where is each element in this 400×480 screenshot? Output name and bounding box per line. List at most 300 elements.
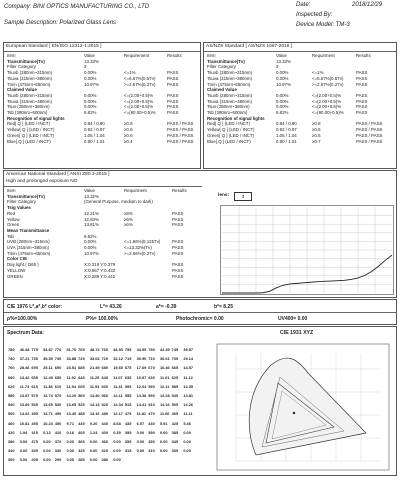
eu-col-header: Results [167, 53, 182, 58]
asnzs-cell-item: Blue[ Q ] (LED / INCT) [207, 138, 251, 144]
eu-cell-value: 0.00% [84, 92, 97, 98]
spectrum-cell: 340 [8, 448, 15, 454]
photochromic-value: Photochromic= 0.00 [176, 316, 224, 322]
asnzs-cell-req: <=(2.00+0.5)% [312, 98, 342, 104]
spectrum-cell: 28.46 [19, 365, 30, 371]
asnzs-cell-item: Tsb (380nm~500nm) [207, 110, 248, 115]
spectrum-cell: 760 [101, 347, 108, 352]
asnzs-cell-item: Green[ Q ] (LED / INCT) [207, 132, 255, 138]
spectrum-cell: 775 [31, 347, 38, 352]
spectrum-cell: 14.26 [183, 402, 194, 408]
spectrum-cell: 390 [148, 429, 155, 435]
ansi-cell-res: PASS [172, 250, 184, 256]
eu-cell-value: 0.92 / 0.97 [84, 127, 105, 133]
spectrum-cell: 745 [171, 347, 179, 352]
ansi-cell-res: PASS [172, 245, 184, 250]
spectrum-cell: 11.94 [66, 383, 76, 389]
spectrum-cell: 780 [8, 347, 15, 352]
spectrum-cell: 660 [8, 374, 15, 380]
spectrum-cell: 425 [171, 420, 179, 426]
asnzs-cell-item: Tsuvb (280nm~315nm) [207, 92, 253, 98]
asnzs-cell-item: Transmittance(Tv) [207, 58, 245, 64]
cie-values-panel [3, 299, 397, 325]
spectrum-cell: 0.00 [136, 448, 145, 454]
ansi-cell-item: Mean Transmittance [7, 227, 50, 233]
spectrum-cell: 11.12 [183, 374, 193, 380]
spectrum-cell: 44.95 [136, 347, 147, 352]
eu-cell-req: <=1% [124, 70, 136, 76]
spectrum-cell: 0.00 [19, 439, 28, 444]
eu-cell-value: 0.90 / 1.01 [84, 138, 105, 144]
spectrum-cell: 345 [171, 439, 179, 444]
eu-cell-res: PASS / PASS [167, 132, 194, 138]
polarization-value: ρ%=100.00% [7, 316, 38, 322]
spectrum-cell: 39.57 [183, 347, 194, 352]
spectrum-cell: 12.11 [159, 383, 170, 389]
ansi-cell-item: UVA (315nm~380nm) [7, 245, 50, 250]
spectrum-cell: 715 [124, 356, 132, 362]
eu-cell-req: >=2.67%(0.2Tv) [124, 81, 156, 87]
asnzs-cell-req: ≥0.8 [312, 121, 321, 127]
eu-cell-req: <=(90.00+0.5)% [124, 110, 156, 115]
spectrum-cell: 0.00 [43, 439, 51, 444]
spectrum-row [8, 375, 195, 382]
spectrum-cell: 375 [31, 439, 38, 444]
asnzs-standard-panel [203, 42, 397, 169]
eu-cell-res: PASS [167, 92, 179, 98]
ansi-cell-res: PASS [172, 267, 184, 273]
spectrum-cell: 540 [8, 402, 15, 408]
spectrum-cell: 0.00 [159, 439, 168, 444]
spectrum-cell: 11.11 [183, 411, 193, 417]
spectrum-cell: 625 [171, 374, 179, 380]
spectrum-cell: 280 [101, 457, 108, 463]
ansi-cell-req: ≥8% [124, 210, 133, 216]
spectrum-row [8, 393, 195, 400]
spectrum-cell: 14.40 [89, 393, 100, 398]
spectrum-row [8, 356, 195, 363]
asnzs-col-header: Item [207, 53, 216, 58]
asnzs-cell-item: Claimed Value [207, 87, 237, 93]
ansi-standard-panel [3, 170, 397, 298]
ansi-cell-req: ≥6% [124, 216, 133, 222]
cie1931-diagram [216, 343, 390, 471]
asnzs-cell-req: <=1% [312, 70, 324, 76]
spectrum-cell: 500 [8, 411, 15, 417]
spectrum-cell: 430 [148, 420, 155, 426]
ansi-table-row [4, 274, 204, 280]
ansi-cell-value: X:0.567 Y:0.432 [84, 267, 116, 273]
spectrum-cell: 37.21 [19, 356, 30, 362]
spectrum-cell: 640 [101, 374, 108, 380]
spectrum-cell: 0.00 [183, 448, 191, 454]
asnzs-cell-item: Red[ Q ] (LED / INCT) [207, 121, 250, 127]
spectrum-cell: 14.57 [183, 365, 194, 371]
spectrum-cell: 30.61 [159, 356, 170, 362]
eu-cell-item: Blue[ Q ] (LED / INCT) [7, 138, 51, 144]
eu-cell-value: 0.00% [84, 75, 97, 81]
asnzs-cell-value: 0.92 / 0.97 [276, 127, 297, 133]
spectrum-cell: 13.69 [19, 402, 30, 408]
spectrum-cell: 770 [54, 347, 62, 352]
asnzs-col-header: Results [356, 53, 371, 58]
ansi-cell-item: Yellow [7, 216, 20, 222]
eu-cell-item: Tsuvb (280nm~315nm) [7, 92, 53, 98]
spectrum-cell: 0.00 [183, 439, 191, 444]
spectrum-cell: 10.81 [19, 420, 30, 426]
spectrum-cell: 30.90 [136, 356, 147, 362]
spectrum-cell: 670 [148, 365, 155, 371]
ansi-cell-value: X:0.319 Y:0.379 [84, 262, 116, 268]
spectrum-cell: 12.17 [113, 411, 123, 417]
eu-cell-req: ≥0.4 [124, 138, 133, 144]
asnzs-cell-item: Recognition of signal lights [207, 115, 265, 121]
spectrum-cell: 51.70 [66, 347, 77, 352]
spectrum-cell: 600 [101, 383, 108, 389]
spectrum-cell: 16.46 [159, 365, 170, 371]
spectrum-cell: 14.38 [136, 393, 147, 398]
asnzs-cell-value: 0.90 / 1.01 [276, 138, 297, 144]
spectrum-cell: 13.42 [19, 374, 30, 380]
spectrum-cell: 380 [8, 439, 15, 444]
spectrum-row [8, 384, 195, 391]
spectrum-cell: 480 [101, 411, 108, 417]
spectrum-cell: 485 [78, 411, 85, 417]
spectrum-cell: 11.01 [159, 374, 170, 380]
eu-cell-req: <=(2.00+0.5)% [124, 104, 154, 110]
asnzs-cell-res: PASS / PASS [356, 127, 383, 133]
spectrum-cell: 595 [124, 383, 132, 389]
spectrum-cell: 46.93 [113, 347, 123, 352]
ansi-cell-item: GREEN [7, 273, 23, 279]
asnzs-cell-item: Tsuv (280nm~380nm) [207, 104, 250, 110]
spectrum-cell: 505 [171, 402, 179, 408]
asnzs-table-row [204, 139, 396, 145]
spectrum-cell: 11.74 [19, 383, 30, 389]
ansi-cell-item: Day light ( D65 ) [7, 262, 39, 268]
asnzs-cell-value: 9.82% [276, 110, 289, 115]
eu-standard-panel [3, 42, 201, 169]
eu-cell-req: <=(2.00+0.5)% [124, 92, 154, 98]
eu-cell-item: Yellow[ Q ] (LED / INCT) [7, 127, 55, 133]
spectrum-cell: 0.00 [89, 457, 98, 463]
spectrum-cell: 445 [78, 420, 85, 426]
spectrum-cell: 0.35 [113, 429, 121, 435]
ansi-cell-value: (General Purpose, medium to dark) [84, 199, 153, 205]
spectrum-cell: 0.00 [159, 429, 168, 435]
spectrum-row [8, 457, 195, 464]
spectrum-cell: 0.00 [159, 448, 168, 454]
spectrum-cell: 42.49 [159, 347, 170, 352]
spectrum-cell: 525 [78, 402, 85, 408]
spectrum-cell: 610 [54, 383, 62, 389]
cie-lab-label: CIE 1976 L*,a*,b* color: [7, 304, 63, 310]
spectrum-cell: 0.00 [113, 448, 121, 454]
spectrum-cell: 14.20 [66, 393, 77, 398]
spectrum-cell: 11.92 [66, 374, 76, 380]
spectrum-cell: 570 [54, 393, 62, 398]
eu-cell-res: PASS [167, 98, 179, 104]
spectrum-cell: 14.34 [113, 402, 123, 408]
spectrum-cell: 54.87 [43, 347, 53, 352]
spectrum-cell: 310 [148, 448, 155, 454]
spectrum-cell: 465 [171, 411, 179, 417]
spectrum-row [8, 365, 195, 372]
spectrum-cell: 335 [31, 448, 38, 454]
ansi-cell-res: PASS [172, 273, 184, 279]
asnzs-cell-req: <=6.67%(0.5Tv) [312, 75, 344, 81]
asnzs-cell-res: PASS [356, 81, 368, 87]
spectrum-cell: 585 [171, 383, 179, 389]
spectrum-cell: 14.02 [19, 411, 30, 417]
spectrum-cell: 5.46 [183, 420, 191, 426]
ansi-cell-req: <=1.66%(0.125Tv) [124, 239, 161, 245]
eu-cell-res: PASS [167, 104, 179, 110]
spectrum-cell: 300 [8, 457, 15, 463]
spectrum-cell: 13.40 [66, 411, 77, 417]
eu-cell-item: Tsuv (280nm~380nm) [7, 104, 50, 110]
ansi-cell-item: Color CIE [7, 256, 28, 262]
ansi-cell-res: PASS [172, 210, 184, 216]
spectrum-cell: 11.25 [89, 374, 100, 380]
spectrum-row [8, 430, 195, 437]
ansi-col-header: Results [172, 188, 187, 193]
spectrum-cell: 580 [8, 393, 15, 398]
spectrum-cell: 650 [54, 374, 62, 380]
spectrum-cell: 405 [78, 429, 85, 435]
spectrum-cell: 630 [148, 374, 155, 380]
spectrum-cell: 13.71 [43, 411, 53, 417]
spectrum-cell: 33.88 [66, 356, 77, 362]
company-name: Company: BINI OPTICS MANUFACTURING CO., LTD [4, 4, 150, 10]
spectrum-cell: 14.16 [159, 402, 170, 408]
asnzs-cell-req: >=2.67%(0.2Tv) [312, 81, 344, 87]
ansi-cell-value: 13.32% [84, 193, 99, 199]
spectrum-cell: 395 [124, 429, 132, 435]
spectrum-cell: 750 [148, 347, 155, 352]
eu-cell-item: Transmittance(Tv) [7, 58, 45, 64]
spectrum-cell: 665 [171, 365, 179, 371]
asnzs-cell-value: 0.00% [276, 104, 289, 110]
spectrum-cell: 460 [8, 420, 15, 426]
spectrum-cell: 17.69 [136, 365, 147, 371]
spectrum-cell: 410 [54, 429, 62, 435]
spectrum-cell: 645 [78, 374, 85, 380]
asnzs-cell-req: <=(90.00+0.5)% [312, 110, 344, 115]
ansi-cell-res: PASS [172, 222, 184, 228]
spectrum-cell: 350 [148, 439, 155, 444]
spectrum-cell: 365 [78, 439, 85, 444]
eu-title: European Standard [ EN/ISO 12312-1:2015 ] [6, 44, 102, 49]
ansi-cell-item: Tmin (475nm~650nm) [7, 250, 51, 256]
inspected-by: Inspected By: [296, 12, 333, 18]
spectrum-cell: 400 [101, 429, 108, 435]
ansi-cell-req: ≥6% [124, 222, 133, 228]
eu-table-row [4, 139, 200, 145]
spectrum-cell: 455 [31, 420, 38, 426]
spectrum-cell: 315 [124, 448, 132, 454]
spectrum-cell: 12.04 [136, 383, 147, 389]
spectrum-cell: 11.38 [43, 383, 53, 389]
asnzs-title: AS/NZS Standard [ AS/NZS 1067-2016 ] [206, 44, 293, 49]
spectrum-cell: 12.05 [183, 383, 194, 389]
lens-input[interactable]: 3 [234, 192, 252, 201]
spectrum-cell: 495 [31, 411, 38, 417]
spectrum-cell: 23.51 [66, 365, 77, 371]
spectrum-cell: 1.94 [19, 429, 28, 435]
cie-a-value: a*= -0.39 [156, 304, 177, 310]
spectrum-row [8, 421, 195, 428]
eu-cell-item: Claimed Value [7, 87, 37, 93]
spectrum-cell: 605 [78, 383, 85, 389]
asnzs-cell-item: Filter Category [207, 64, 236, 70]
spectrum-cell: 295 [31, 457, 38, 463]
spectrum-cell: 6.97 [136, 420, 145, 426]
spectrum-cell: 685 [78, 365, 85, 371]
ansi-cell-value: 9.82% [84, 233, 97, 239]
uv400-value: UV400= 0.00 [278, 316, 308, 322]
spectrum-cell: 420 [8, 429, 15, 435]
eu-cell-item: Tmin (475nm~650nm) [7, 81, 51, 87]
spectrum-cell: 290 [54, 457, 62, 463]
ansi-cell-value: 12.83% [84, 216, 99, 222]
date-value: 2018/12/29 [352, 2, 383, 8]
ansi-col-header: Value [84, 188, 95, 193]
ansi-cell-res: PASS [172, 216, 184, 222]
ps-value: P%= 100.00% [86, 316, 118, 322]
spectrum-cell: 590 [148, 383, 155, 389]
eu-cell-req: ≥0.6 [124, 132, 133, 138]
asnzs-cell-value: 0.84 / 0.90 [276, 121, 297, 127]
spectrum-row [8, 448, 195, 455]
spectrum-cell: 0.00 [136, 439, 145, 444]
cie-b-value: b*= 8.25 [214, 304, 234, 310]
spectrum-cell: 355 [124, 439, 132, 444]
spectrum-cell: 725 [78, 356, 85, 362]
spectrum-cell: 450 [54, 420, 62, 426]
spectrum-cell: 635 [124, 374, 132, 380]
spectrum-cell: 555 [124, 393, 132, 398]
eu-cell-item: Tsuva (315nm~380nm) [7, 75, 53, 81]
eu-cell-value: 1.05 / 1.04 [84, 132, 105, 138]
eu-cell-item: Red[ Q ] (LED / INCT) [7, 121, 50, 127]
spectrum-cell: 19.65 [113, 365, 123, 371]
spectrum-cell: 0.00 [43, 457, 51, 463]
cie-L-value: L*= 43.26 [100, 304, 122, 310]
asnzs-cell-res: PASS [356, 70, 368, 76]
spectrum-cell: 14.13 [89, 402, 100, 408]
spectrum-cell: 0.00 [136, 429, 145, 435]
asnzs-cell-res: PASS / PASS [356, 121, 383, 127]
ansi-cell-value: X:0.289 Y:0.442 [84, 273, 116, 279]
spectrum-row [8, 411, 195, 418]
spectrum-cell: 11.66 [159, 411, 170, 417]
ansi-cell-value: 13.81% [84, 222, 99, 228]
eu-cell-item: Tsuvb (280nm~315nm) [7, 70, 53, 76]
spectrum-cell: 470 [148, 411, 155, 417]
spectrum-cell: 11.81 [136, 411, 147, 417]
ansi-cell-value: 0.00% [84, 245, 97, 250]
asnzs-cell-value: 0.00% [276, 75, 289, 81]
eu-cell-value: 10.97% [84, 81, 99, 87]
eu-cell-value: 0.84 / 0.90 [84, 121, 105, 127]
spectrum-cell: 695 [31, 365, 38, 371]
eu-cell-item: Green[ Q ] (LED / INCT) [7, 132, 55, 138]
eu-cell-value: 13.33% [84, 58, 99, 64]
eu-cell-res: PASS [167, 110, 179, 115]
spectrum-cell: 305 [171, 448, 179, 454]
spectrum-row [8, 347, 195, 354]
spectrum-cell: 330 [54, 448, 62, 454]
spectrum-cell: 0.00 [183, 429, 191, 435]
eu-cell-item: Recognition of signal lights [7, 115, 65, 121]
ansi-cell-res: PASS [172, 239, 184, 245]
spectrum-cell: 25.11 [43, 365, 53, 371]
spectrum-cell: 510 [148, 402, 155, 408]
spectrum-row [8, 439, 195, 446]
spectrum-cell: 385 [171, 429, 179, 435]
spectrum-cell: 690 [54, 365, 62, 371]
spectrum-cell: 8.68 [113, 420, 121, 426]
spectrum-cell: 0.00 [66, 448, 75, 454]
spectrum-cell: 11.93 [89, 383, 100, 389]
eu-cell-req: ≥0.8 [124, 121, 133, 127]
spectrum-cell: 13.81 [183, 393, 194, 398]
spectrum-cell: 14.11 [113, 393, 123, 398]
spectrum-cell: 13.16 [89, 411, 100, 417]
ansi-cell-req: <=13.32%(Tv) [124, 245, 152, 250]
spectrum-cell: 730 [54, 356, 62, 362]
spectrum-cell: 735 [31, 356, 38, 362]
asnzs-cell-res: PASS [356, 92, 368, 98]
eu-cell-res: PASS / PASS [167, 121, 194, 127]
ansi-cell-item: UVB (280nm~315nm) [7, 239, 50, 245]
spectrum-cell: 14.28 [159, 393, 170, 398]
spectrum-cell: 550 [148, 393, 155, 398]
spectrum-cell: 575 [31, 393, 38, 398]
spectrum-cell: 10.23 [43, 420, 53, 426]
transmittance-chart [220, 205, 394, 295]
spectrum-cell: 560 [101, 393, 108, 398]
spectrum-cell: 10.97 [136, 374, 147, 380]
spectrum-cell: 0.00 [43, 448, 51, 454]
asnzs-cell-item: Tsuvb (280nm~315nm) [207, 70, 253, 76]
spectrum-cell: 0.00 [19, 457, 28, 463]
spectrum-cell: 9.20 [89, 420, 98, 426]
asnzs-cell-item: Tmin (475nm~650nm) [207, 81, 251, 87]
asnzs-cell-req: <=(2.00+0.5)% [312, 104, 342, 110]
spectrum-cell: 545 [171, 393, 179, 398]
asnzs-cell-req: ≥0.6 [312, 127, 321, 133]
spectrum-panel [3, 326, 397, 476]
ansi-col-header: Requirment [124, 188, 147, 193]
asnzs-cell-res: PASS [356, 104, 368, 110]
cie1931-title: CIE 1931 XYZ [280, 330, 314, 336]
spectrum-cell: 0.00 [113, 457, 121, 463]
ansi-subtitle: High and prolonged exposure NO [6, 179, 78, 184]
spectrum-cell: 435 [124, 420, 132, 426]
eu-cell-res: PASS [167, 81, 179, 87]
spectrum-cell: 0.00 [19, 448, 28, 454]
spectrum-cell: 13.74 [43, 393, 53, 398]
spectrum-cell: 13.65 [66, 402, 77, 408]
spectrum-cell: 13.69 [43, 402, 53, 408]
ansi-cell-req: >=2.66%(0.2Tv) [124, 250, 156, 256]
device-model: Device Model: TM-3 [296, 22, 350, 28]
asnzs-cell-res: PASS [356, 98, 368, 104]
asnzs-cell-value: 10.97% [276, 81, 291, 87]
spectrum-cell: 440 [101, 420, 108, 426]
